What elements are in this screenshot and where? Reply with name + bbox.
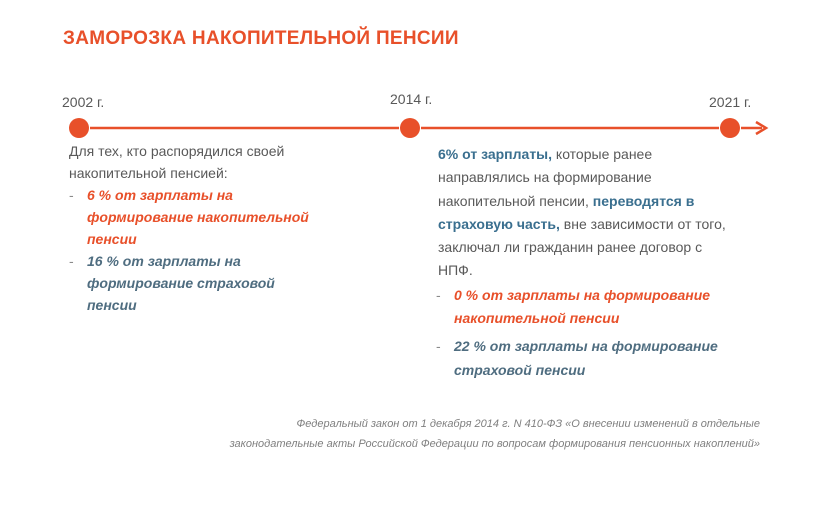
dash-icon: - [69, 187, 74, 203]
timeline-dot-2014 [400, 118, 420, 138]
left-bullet-2 [69, 250, 369, 316]
footnote-line-2: законодательные акты Российской Федерации по вопросам формирования пенсионных накоплений» [229, 438, 760, 450]
left-description [69, 140, 369, 316]
left-bullet-1 [69, 184, 369, 250]
right-highlight-share: 6% от зарплаты, [438, 146, 553, 162]
right-bullet-2-line-1: 22 % от зарплаты на формирование [454, 338, 718, 355]
year-label-end: 2021 г. [709, 94, 752, 110]
right-line-6: НПФ. [438, 262, 473, 279]
right-line-4-text: вне зависимости от того, [559, 215, 726, 232]
dash-icon: - [436, 338, 441, 355]
dash-icon: - [436, 286, 441, 303]
left-bullet-1-line-3: пенсии [87, 231, 137, 247]
right-bullet-2-line-2: страховой пенсии [454, 361, 586, 378]
right-bullet-2 [436, 335, 778, 382]
footnote-line-1: Федеральный закон от 1 декабря 2014 г. N 410-ФЗ «О внесении изменений в отдельные [296, 418, 760, 430]
left-bullet-2-line-1: 16 % от зарплаты на [87, 253, 241, 269]
left-bullet-1-line-1: 6 % от зарплаты на [87, 187, 233, 203]
right-line-3 [438, 190, 778, 213]
right-bullet-1 [436, 284, 778, 331]
left-bullet-2-line-3: пенсии [87, 297, 137, 313]
right-highlight-insurance: страховую часть, [438, 215, 560, 232]
left-intro-line-1: Для тех, кто распорядился своей [69, 143, 285, 159]
timeline-dot-2002 [69, 118, 89, 138]
right-line-4 [438, 213, 778, 236]
left-bullet-1-line-2: формирование накопительной [87, 209, 309, 225]
timeline-dot-2021 [720, 118, 740, 138]
year-label-middle: 2014 г. [390, 91, 433, 107]
dash-icon: - [69, 253, 74, 269]
right-description [438, 143, 778, 387]
right-line-1 [438, 143, 778, 166]
right-bullet-1-line-2: накопительной пенсии [454, 310, 620, 327]
right-highlight-transfer: переводятся в [592, 192, 695, 209]
page-title: ЗАМОРОЗКА НАКОПИТЕЛЬНОЙ ПЕНСИИ [63, 28, 459, 49]
left-bullet-2-line-2: формирование страховой [87, 275, 275, 291]
right-line-5: заключал ли гражданин ранее договор с [438, 239, 703, 256]
right-bullet-1-line-1: 0 % от зарплаты на формирование [454, 286, 711, 303]
left-intro-line-2: накопительной пенсией: [69, 165, 228, 181]
right-line-2: направлялись на формирование [438, 169, 652, 186]
right-line-3-text: накопительной пенсии, [438, 192, 593, 209]
footnote-law-reference [80, 414, 760, 454]
year-label-start: 2002 г. [62, 94, 105, 110]
right-line-1-text: которые ранее [552, 146, 653, 162]
